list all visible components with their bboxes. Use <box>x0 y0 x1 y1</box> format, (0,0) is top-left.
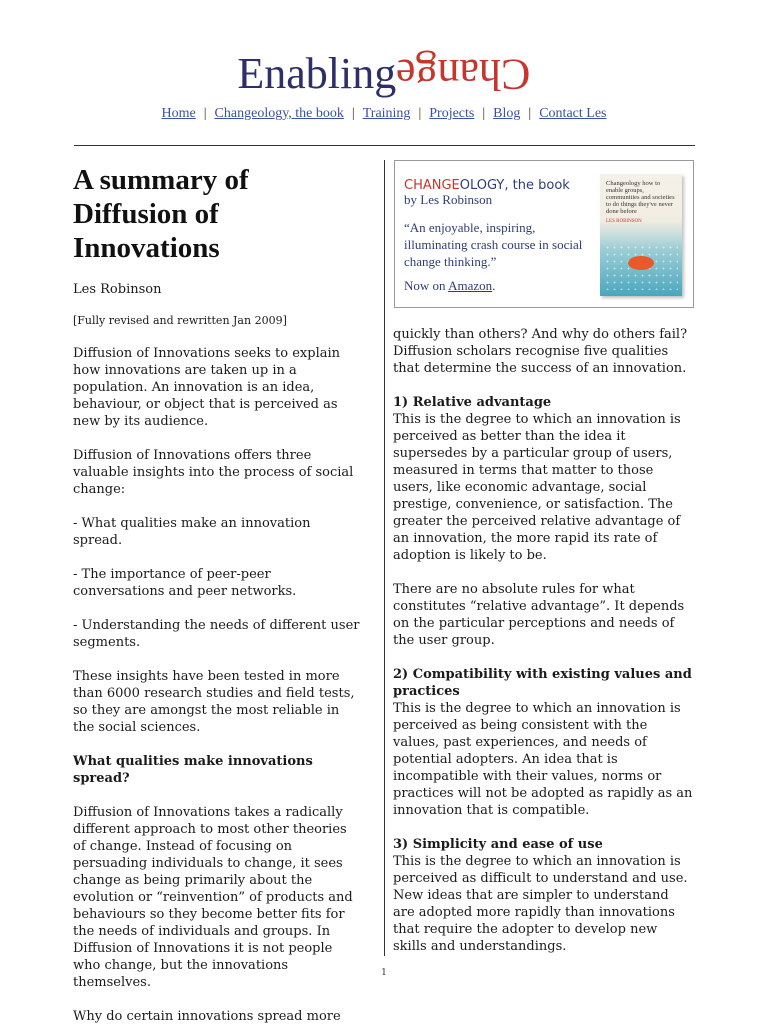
nav-separator: | <box>203 106 207 121</box>
paragraph: This is the degree to which an innovation is perceived as being consistent with the values, past experiences, and needs of potential adopters. An idea that is incompatible with their values, norms or practices will not be adopted as rapidly as an innovation that is compatible. <box>393 701 693 818</box>
section-compatibility <box>393 666 693 819</box>
book-cover-text <box>606 180 678 225</box>
book-title-ology: OLOGY, the book <box>459 178 570 193</box>
section-heading: 1) Relative advantage <box>393 395 552 410</box>
nav-projects-link[interactable]: Projects <box>429 106 475 121</box>
nav-separator: | <box>418 106 422 121</box>
paragraph: There are no absolute rules for what constitutes “relative advantage”. It depends on the particular perceptions and needs of the user group. <box>393 582 685 648</box>
paragraph: Diffusion of Innovations offers three valuable insights into the process of social change: <box>73 448 354 497</box>
article-title: A summary of Diffusion of Innovations <box>73 164 249 264</box>
nav-separator: | <box>528 106 532 121</box>
section-heading: What qualities make innovations spread? <box>73 754 313 786</box>
paragraph: Why do certain innovations spread more <box>73 1009 341 1024</box>
nav-blog-link[interactable]: Blog <box>493 106 521 121</box>
column-divider <box>384 160 385 956</box>
amazon-link[interactable]: Amazon <box>448 278 493 293</box>
list-item: - Understanding the needs of different user segments. <box>73 618 360 650</box>
paragraph: Diffusion of Innovations takes a radically different approach to most other theories of change. Instead of focusing on persuading individuals to change, it sees change as being primarily about the evolution or “reinvention” of products and behaviours so they become better fits for the needs of individuals and groups. In Diffusion of Innovations it is not people who change, but the innovations themselves. <box>73 805 353 990</box>
paragraph: This is the degree to which an innovation is perceived as difficult to understand and use. New ideas that are simpler to understand are adopted more rapidly than innovations that require the adopter to develop new skills and understandings. <box>393 854 688 954</box>
nav-separator: | <box>351 106 355 121</box>
paragraph: This is the degree to which an innovation is perceived as better than the idea it supersedes by a particular group of users, measured in terms that matter to those users, like economic advantage, social prestige, convenience, or satisfaction. The greater the perceived relative advantage of an innovation, the more rapid its rate of adoption is likely to be. <box>393 412 681 563</box>
article-author: Les Robinson <box>73 282 162 297</box>
section-relative-advantage <box>393 394 693 649</box>
logo-change-inverted: Change <box>396 50 531 99</box>
site-logo[interactable] <box>0 46 768 102</box>
revision-note: [Fully revised and rewritten Jan 2009] <box>73 314 287 327</box>
page-number: 1 <box>381 968 387 978</box>
left-column <box>73 163 363 1024</box>
section-heading: 3) Simplicity and ease of use <box>393 837 603 852</box>
cover-title: Changeology how to enable groups, communities and societies to do things they've never done before <box>606 180 675 215</box>
paragraph: quickly than others? And why do others fail? Diffusion scholars recognise five qualities that determine the success of an innovation. <box>393 327 688 376</box>
cover-author: LES ROBINSON <box>606 219 642 224</box>
nav-contact-link[interactable]: Contact Les <box>539 106 607 121</box>
list-item: - The importance of peer-peer conversations and peer networks. <box>73 567 297 599</box>
list-item: - What qualities make an innovation spread. <box>73 516 311 548</box>
book-author: by Les Robinson <box>404 192 493 207</box>
book-title-change: CHANGE <box>404 178 460 193</box>
header-divider <box>74 145 695 146</box>
book-availability <box>404 278 495 294</box>
period: . <box>492 278 496 293</box>
nav-separator: | <box>482 106 486 121</box>
top-navigation <box>0 104 768 124</box>
right-column <box>393 326 693 972</box>
section-simplicity <box>393 836 693 955</box>
paragraph: Diffusion of Innovations seeks to explain how innovations are taken up in a population. An innovation is an idea, behaviour, or object that is perceived as new by its audience. <box>73 346 341 429</box>
book-promo-box[interactable] <box>394 160 694 308</box>
now-on-label: Now on <box>404 278 446 293</box>
paragraph: These insights have been tested in more than 6000 research studies and field tests, so they are amongst the most reliable in the social sciences. <box>73 669 355 735</box>
nav-training-link[interactable]: Training <box>362 106 411 121</box>
nav-changeology-link[interactable]: Changeology, the book <box>214 106 344 121</box>
logo-enabling: Enabling <box>237 49 397 98</box>
fish-icon <box>628 256 654 270</box>
book-cover-image[interactable] <box>600 174 682 296</box>
section-heading: 2) Compatibility with existing values and practices <box>393 667 692 699</box>
book-quote: “An enjoyable, inspiring, illuminating crash course in social change thinking.” <box>404 220 583 269</box>
nav-home-link[interactable]: Home <box>161 106 196 121</box>
